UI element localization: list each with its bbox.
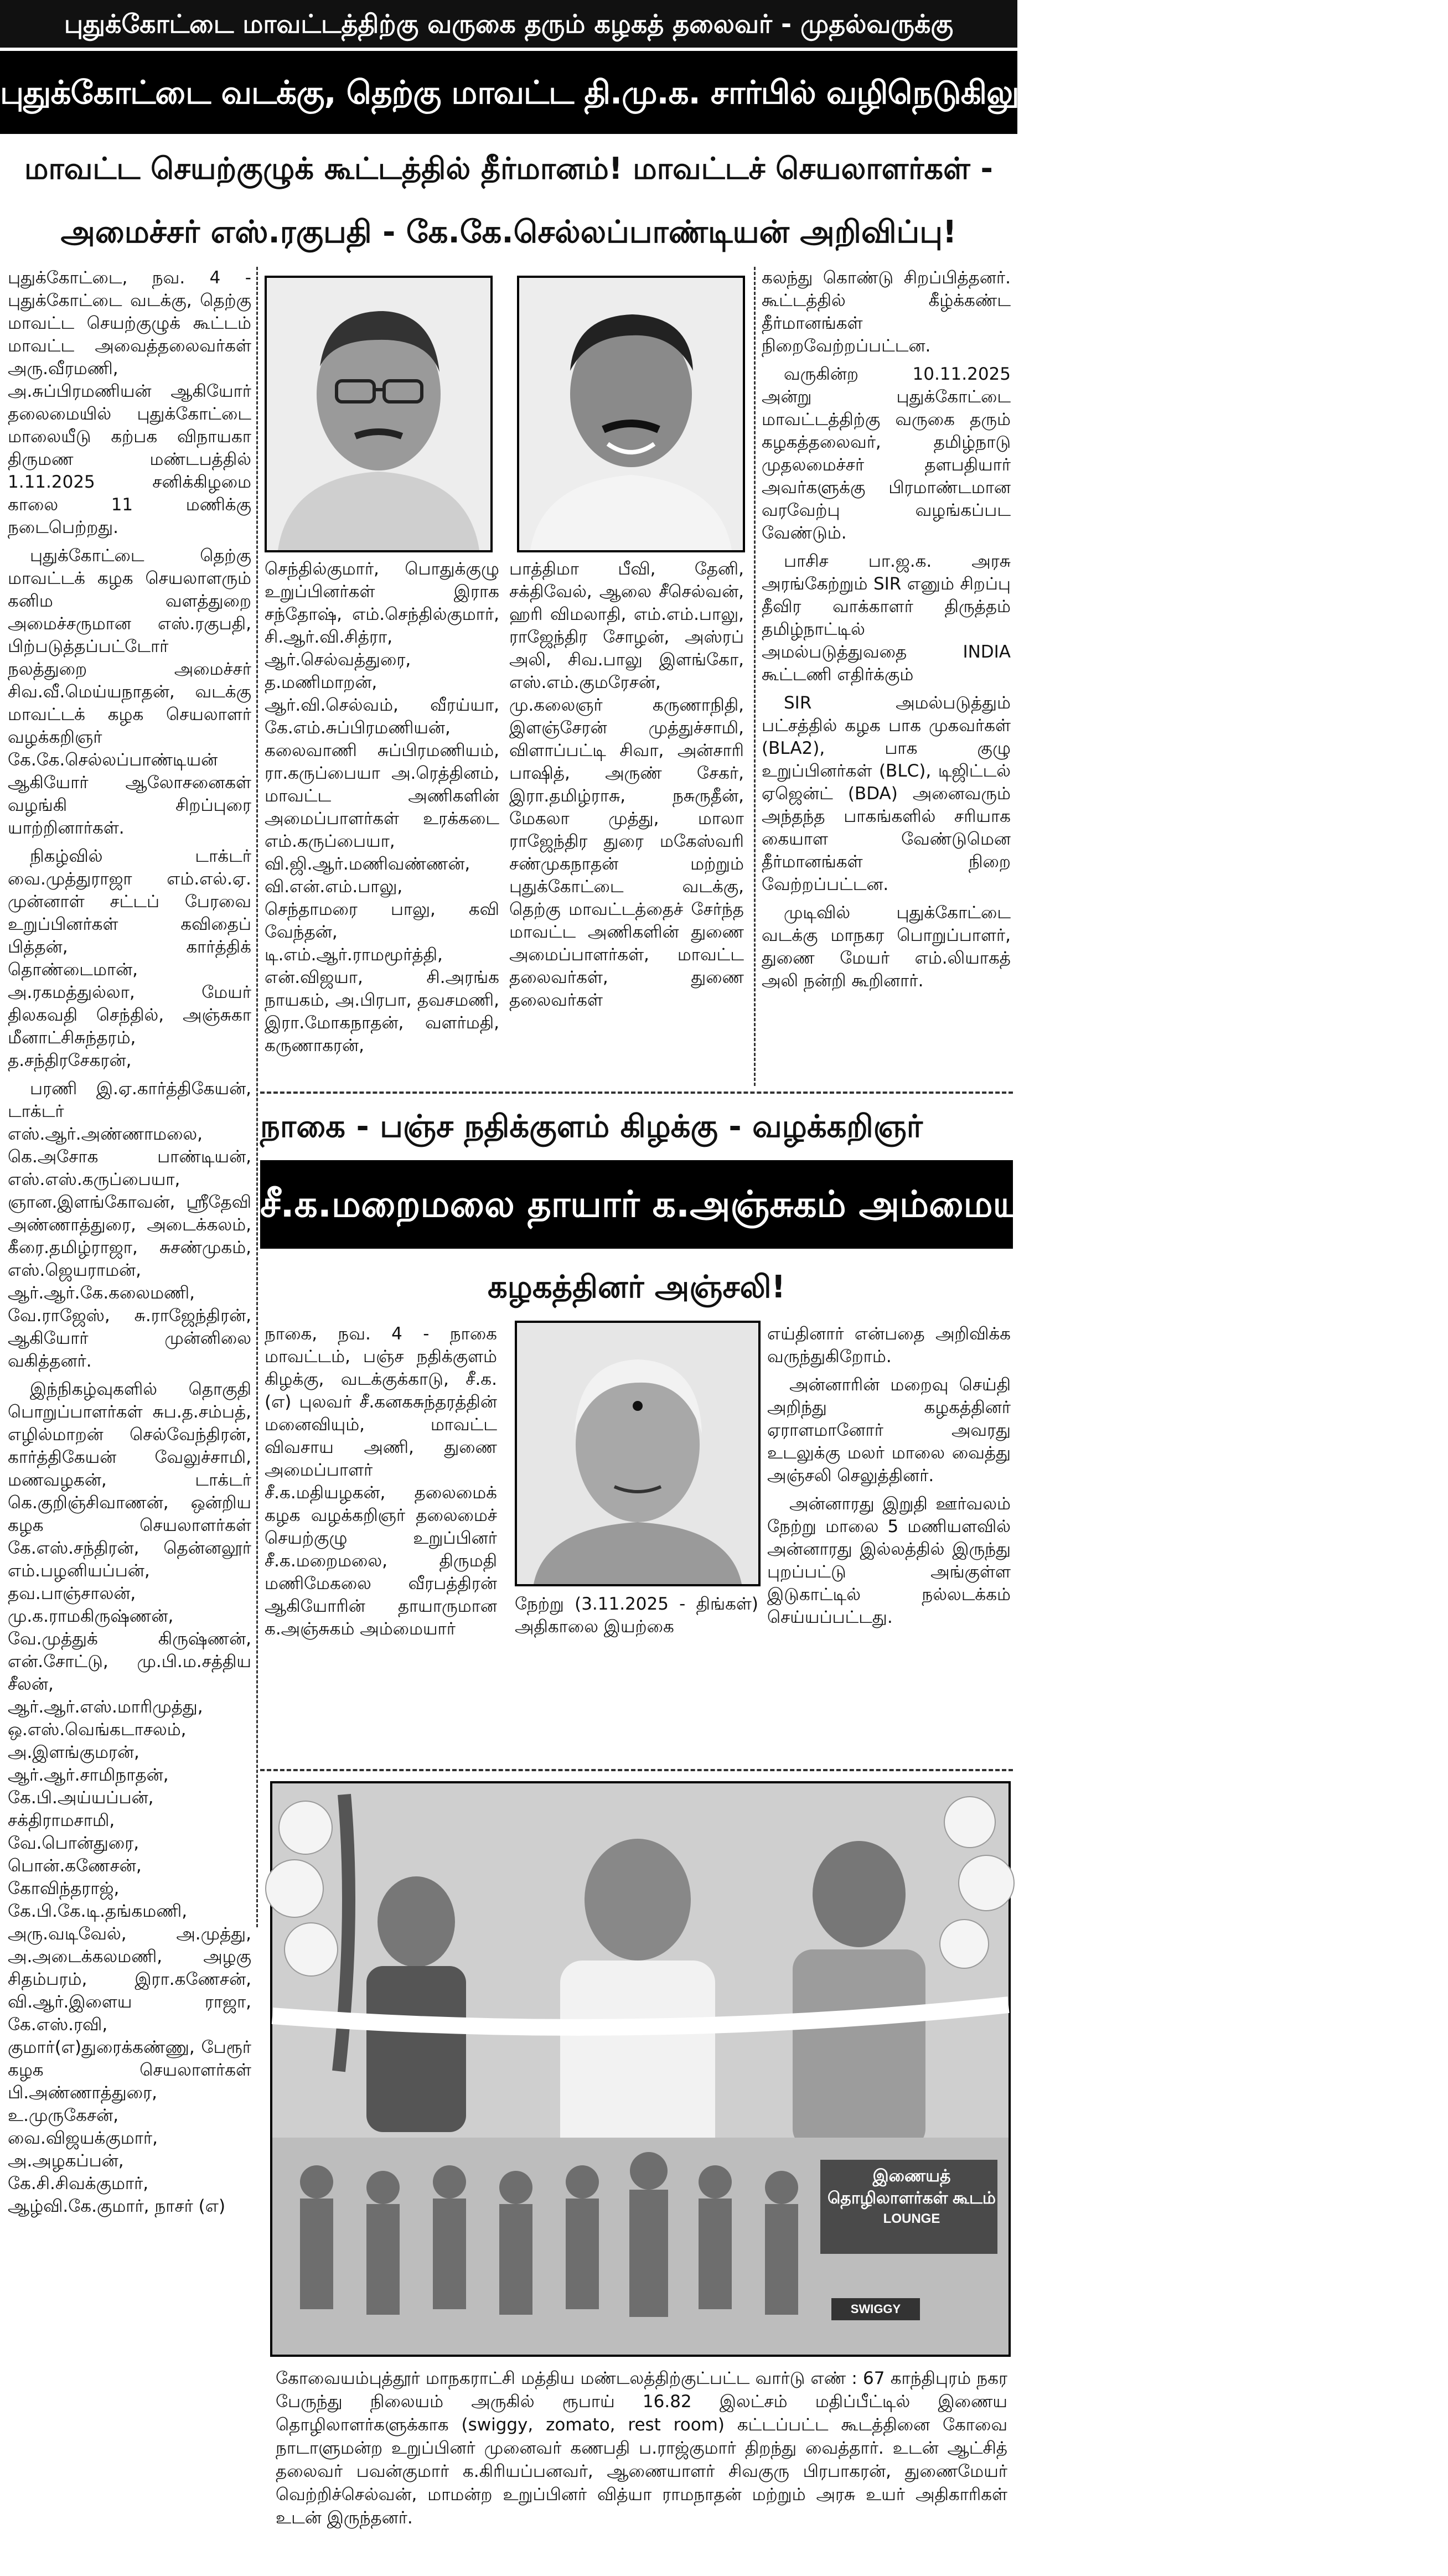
subheadline-2: அமைச்சர் எஸ்.ரகுபதி - கே.கே.செல்லப்பாண்டியன் அறிவிப்பு! bbox=[60, 214, 957, 250]
article1-col1 bbox=[8, 267, 251, 2425]
article1-col2 bbox=[265, 558, 499, 1078]
paragraph: பாசிச பா.ஜ.க. அரசு அரங்கேற்றும் SIR எனும் சிறப்பு தீவிர வாக்காளர் திருத்தம் தமிழ்நாட்டில் அமல்படுத்துவதை INDIA கூட்டணி எதிர்க்கும் bbox=[762, 551, 1011, 685]
header-strip: புதுக்கோட்டை மாவட்டத்திற்கு வருகை தரும் கழகத் தலைவர் - முதல்வருக்கு bbox=[0, 0, 1017, 48]
store-sign bbox=[826, 2165, 997, 2228]
paragraph: நேற்று (3.11.2025 - திங்கள்) அதிகாலை இயற்கை bbox=[515, 1594, 758, 1637]
paragraph: நாகை, நவ. 4 - நாகை மாவட்டம், பஞ்ச நதிக்குளம் கிழக்கு, வடக்குக்காடு, சீ.க.(எ) புலவர் சீ.கனகசுந்தரத்தின் மனைவியும், மாவட்ட விவசாய அணி, துணை அமைப்பாளர் சீ.க.மதியழகன், தலைமைக் கழக வழக்கறிஞர் தலைமைச் செயற்குழு உறுப்பினர் சீ.க.மறைமலை, திருமதி மணிமேகலை வீரபத்திரன் ஆகியோரின் தாயாருமான க.அஞ்சுகம் அம்மையார் bbox=[265, 1324, 497, 1639]
paragraph: புதுக்கோட்டை தெற்கு மாவட்டக் கழக செயலாளரும் கனிம வளத்துறை அமைச்சருமான எஸ்.ரகுபதி, பிற்படுத்தப்பட்டோர் நலத்துறை அமைச்சர் சிவ.வீ.மெய்யநாதன், வடக்கு மாவட்டக் கழக செயலாளர் வழக்கறிஞர் கே.கே.செல்லப்பாண்டியன் ஆகியோர் ஆலோசனைகள் வழங்கி சிறப்புரை யாற்றினார்கள். bbox=[8, 546, 251, 838]
portrait-elderly-woman bbox=[515, 1321, 761, 1586]
portrait-left bbox=[265, 276, 493, 552]
paragraph: வருகின்ற 10.11.2025 அன்று புதுக்கோட்டை மாவட்டத்திற்கு வருகை தரும் கழகத்தலைவர், தமிழ்நாடு முதலமைச்சர் தளபதியார் அவர்களுக்கு பிரமாண்டமான வரவேற்பு வழங்கப்பட வேண்டும். bbox=[762, 364, 1011, 543]
sign-line-1: இணையத் bbox=[872, 2167, 951, 2185]
article2-subtitle: கழகத்தினர் அஞ்சலி! bbox=[487, 1269, 786, 1305]
subheadline-1: மாவட்ட செயற்குழுக் கூட்டத்தில் தீர்மானம்! மாவட்டச் செயலாளர்கள் - bbox=[24, 151, 993, 186]
article1-col4 bbox=[762, 267, 1011, 1086]
elderly-woman-icon bbox=[517, 1323, 758, 1584]
article2-title: சீ.க.மறைமலை தாயார் க.அஞ்சுகம் அம்மையார் மறைவு! bbox=[260, 1160, 1013, 1249]
column-divider bbox=[754, 267, 756, 1086]
ribbon-cutting-icon bbox=[272, 1783, 1009, 2355]
paragraph: எய்தினார் என்பதை அறிவிக்க வருந்துகிறோம். bbox=[767, 1324, 1011, 1367]
paragraph: முடிவில் புதுக்கோட்டை வடக்கு மாநகர பொறுப்பாளர், துணை மேயர் எம்.லியாகத் அலி நன்றி கூறினார். bbox=[762, 903, 1011, 991]
paragraph: செந்தில்குமார், பொதுக்குழு உறுப்பினர்கள் இராக சந்தோஷ், எம்.செந்தில்குமார், சி.ஆர்.வி.சித்ரா, ஆர்.செல்வத்துரை, த.மணிமாறன், ஆர்.வி.செல்வம், வீரய்யா, கே.எம்.சுப்பிரமணியன், கலைவாணி சுப்பிரமணியம், ரா.கருப்பையா அ.ரெத்தினம், மாவட்ட அணிகளின் அமைப்பாளர்கள் உரக்கடை எம்.கருப்பையா, வி.ஜி.ஆர்.மணிவண்ணன், வி.என்.எம்.பாலு, செந்தாமரை பாலு, கவி வேந்தன், டி.எம்.ஆர்.ராமமூர்த்தி, என்.விஜயா, சி.அரங்க நாயகம், அ.பிரபா, தவசமணி, இரா.மோகநாதன், வளர்மதி, கருணாகரன், bbox=[265, 559, 499, 1056]
brand-badge: SWIGGY bbox=[831, 2298, 920, 2320]
section-divider bbox=[260, 1769, 1013, 1771]
article2-col-left bbox=[265, 1323, 497, 1843]
photo-caption: கோவையம்புத்தூர் மாநகராட்சி மத்திய மண்டலத்திற்குட்பட்ட வார்டு எண் : 67 காந்திபுரம் நகர பேருந்து நிலையம் அருகில் ரூபாய் 16.82 இலட்சம் மதிப்பீட்டில் இணைய தொழிலாளர்களுக்காக (swiggy, zomato, rest room) கட்டப்பட்ட கூடத்தினை கோவை நாடாளுமன்ற உறுப்பினர் முனைவர் கணபதி ப.ராஜ்குமார் திறந்து வைத்தார். உடன் ஆட்சித் தலைவர் பவன்குமார் க.கிரியப்பனவர், ஆணையாளர் சிவகுரு பிரபாகரன், துணைமேயர் வெற்றிச்செல்வன், மாமன்ற உறுப்பினர் வித்யா ராமநாதன் மற்றும் அரசு உயர் அதிகாரிகள் உடன் இருந்தனர். bbox=[276, 2368, 1007, 2528]
man-smiling-icon bbox=[519, 278, 743, 550]
section-divider bbox=[260, 1092, 1013, 1094]
article2-col-right bbox=[767, 1323, 1011, 1710]
sign-line-2: தொழிலாளர்கள் கூடம் bbox=[827, 2189, 996, 2207]
paragraph: அன்னாரது இறுதி ஊர்வலம் நேற்று மாலை 5 மணியளவில் அன்னாரது இல்லத்தில் இருந்து புறப்பட்டு அங்குள்ள இடுகாட்டில் நல்லடக்கம் செய்யப்பட்டது. bbox=[767, 1494, 1011, 1627]
paragraph: புதுக்கோட்டை, நவ. 4 - புதுக்கோட்டை வடக்கு, தெற்கு மாவட்ட செயற்குழுக் கூட்டம் மாவட்ட அவைத்தலைவர்கள் அரு.வீரமணி, அ.சுப்பிரமணியன் ஆகியோர் தலைமையில் புதுக்கோட்டை மாலையீடு கற்பக விநாயகா திருமண மண்டபத்தில் 1.11.2025 சனிக்கிழமை காலை 11 மணிக்கு நடைபெற்றது. bbox=[8, 268, 251, 537]
event-photo bbox=[270, 1781, 1011, 2357]
man-with-glasses-icon bbox=[267, 278, 490, 550]
column-divider bbox=[256, 267, 258, 1927]
paragraph: SIR அமல்படுத்தும் பட்சத்தில் கழக பாக முகவர்கள் (BLA2), பாக குழு உறுப்பினர்கள் (BLC), டிஜிட்டல் ஏஜென்ட் (BDA) அனைவரும் அந்தந்த பாகங்களில் சரியாக கையாள வேண்டுமென தீர்மானங்கள் நிறை வேற்றப்பட்டன. bbox=[762, 693, 1011, 894]
paragraph: பரணி இ.ஏ.கார்த்திகேயன், டாக்டர் எஸ்.ஆர்.அண்ணாமலை, கெ.அசோக பாண்டியன், எஸ்.எஸ்.கருப்பையா, ஞான.இளங்கோவன், ஸ்ரீதேவி அண்ணாத்துரை, அடைக்கலம், கீரை.தமிழ்ராஜா, சுசண்முகம், எஸ்.ஜெயராமன், ஆர்.ஆர்.கே.கலைமணி, வே.ராஜேஸ், சு.ராஜேந்திரன், ஆகியோர் முன்னிலை வகித்தனர். bbox=[8, 1079, 251, 1371]
headline: புதுக்கோட்டை வடக்கு, தெற்கு மாவட்ட தி.மு.க. சார்பில் வழிநெடுகிலும் பிரமாண்டமான வரவேற்பு! bbox=[0, 51, 1017, 134]
paragraph: நிகழ்வில் டாக்டர் வை.முத்துராஜா எம்.எல்.ஏ. முன்னாள் சட்டப் பேரவை உறுப்பினர்கள் கவிதைப் பித்தன், கார்த்திக் தொண்டைமான், அ.ரகமத்துல்லா, மேயர் திலகவதி செந்தில், அஞ்சுகா மீனாட்சிசுந்தரம், த.சந்திரசேகரன், bbox=[8, 846, 251, 1070]
photo-caption-text bbox=[515, 1593, 758, 1687]
portrait-right bbox=[517, 276, 745, 552]
article1-col3 bbox=[509, 558, 744, 1078]
article2-tag: நாகை - பஞ்ச நதிக்குளம் கிழக்கு - வழக்கறிஞர் bbox=[260, 1109, 923, 1145]
sign-line-3: LOUNGE bbox=[883, 2211, 940, 2226]
paragraph: அன்னாரின் மறைவு செய்தி அறிந்து கழகத்தினர் ஏராளமானோர் அவரது உடலுக்கு மலர் மாலை வைத்து அஞ்சலி செலுத்தினர். bbox=[767, 1375, 1011, 1486]
paragraph: இந்நிகழ்வுகளில் தொகுதி பொறுப்பாளர்கள் சுப.த.சம்பத், எழில்மாறன் செல்வேந்திரன், கார்த்திகேயன் வேலுச்சாமி, மணவழகன், டாக்டர் கெ.குறிஞ்சிவாணன், ஒன்றிய கழக செயலாளர்கள் கே.எஸ்.சந்திரன், தென்னலூர் எம்.பழனியப்பன், தவ.பாஞ்சாலன், மு.க.ராமகிருஷ்ணன், வே.முத்துக் கிருஷ்ணன், என்.சோட்டு, மு.பி.ம.சத்திய சீலன், ஆர்.ஆர்.எஸ்.மாரிமுத்து, ஒ.எஸ்.வெங்கடாசலம், அ.இளங்குமரன், ஆர்.ஆர்.சாமிநாதன், கே.பி.அய்யப்பன், சக்திராமசாமி, வே.பொன்துரை, பொன்.கணேசன், கோவிந்தராஜ், கே.பி.கே.டி.தங்கமணி, அரு.வடிவேல், அ.முத்து, அ.அடைக்கலமணி, அழகு சிதம்பரம், இரா.கணேசன், வி.ஆர்.இளைய ராஜா, கே.எஸ்.ரவி, குமார்(எ)துரைக்கண்ணு, பேரூர் கழக செயலாளர்கள் பி.அண்ணாத்துரை, உ.முருகேசன், வை.விஜயக்குமார், அ.அழகப்பன், கே.சி.சிவக்குமார், ஆழ்வி.கே.குமார், நாசர் (எ) bbox=[8, 1379, 251, 2216]
paragraph: பாத்திமா பீவி, தேனி, சக்திவேல், ஆலை சீசெல்வன், ஹரி விமலாதி, எம்.எம்.பாலு, ராஜேந்திர சோழன், அஸ்ரப் அலி, சிவ.பாலு இளங்கோ, எஸ்.எம்.குமரேசன், மு.கலைஞர் கருணாநிதி, இளஞ்சேரன் முத்துச்சாமி, விளாப்பட்டி சிவா, அன்சாரி பாஷித், அருண் சேகர், இரா.தமிழ்ராசு, நசுருதீன், மேகலா முத்து, மாலா ராஜேந்திர துரை மகேஸ்வரி சண்முகநாதன் மற்றும் புதுக்கோட்டை வடக்கு, தெற்கு மாவட்டத்தைச் சேர்ந்த மாவட்ட அணிகளின் துணை அமைப்பாளர்கள், மாவட்ட தலைவர்கள், துணை தலைவர்கள் bbox=[509, 559, 744, 1010]
paragraph: கலந்து கொண்டு சிறப்பித்தனர். கூட்டத்தில் கீழ்க்கண்ட தீர்மானங்கள் நிறைவேற்றப்பட்டன. bbox=[762, 268, 1011, 356]
